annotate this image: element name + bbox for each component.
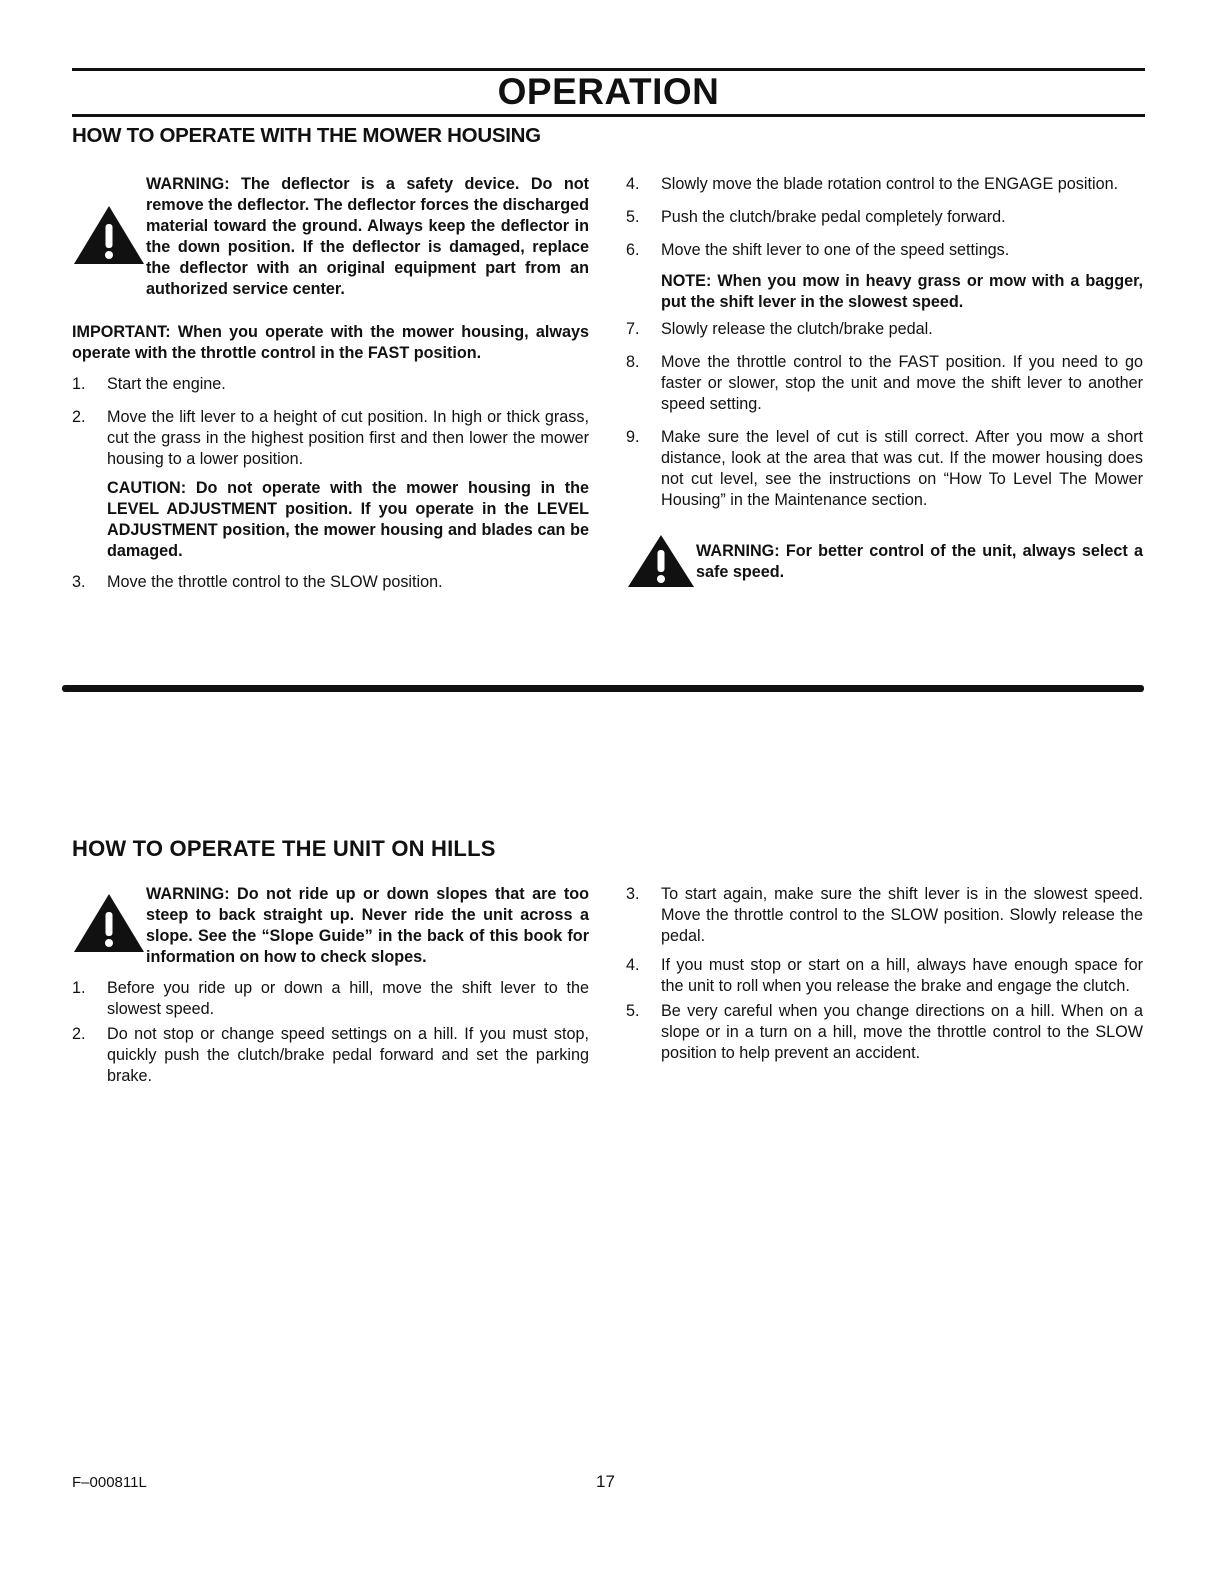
list-item xyxy=(72,978,589,1020)
section-heading-hills: HOW TO OPERATE THE UNIT ON HILLS xyxy=(72,836,496,861)
deflector-warning xyxy=(72,174,589,300)
list-number: 5. xyxy=(626,1002,640,1020)
list-text: To start again, make sure the shift lever is in the slowest speed. Move the throttle control to the SLOW position. Slowly release the pedal. xyxy=(661,885,1143,945)
list-text: Move the shift lever to one of the speed settings. xyxy=(661,241,1010,259)
list-number: 9. xyxy=(626,428,640,446)
warning-triangle-icon xyxy=(626,533,696,589)
list-text: Make sure the level of cut is still correct. After you mow a short distance, look at the area that was cut. If the mower housing does not cut level, see the instructions on “How To Level The Mower Housing” in the Maintenance section. xyxy=(661,428,1143,509)
list-number: 3. xyxy=(626,885,640,903)
list-number: 2. xyxy=(72,1025,86,1043)
list-text: Move the throttle control to the FAST position. If you need to go faster or slower, stop the unit and move the shift lever to another speed setting. xyxy=(661,353,1143,413)
caution-note: CAUTION: Do not operate with the mower housing in the LEVEL ADJUSTMENT position. If you operate in the LEVEL ADJUSTMENT position, the mower housing and blades can be damaged. xyxy=(107,479,589,560)
list-item xyxy=(626,319,1143,340)
list-text: Do not stop or change speed settings on a hill. If you must stop, quickly push the clutch/brake pedal forward and set the parking brake. xyxy=(107,1025,589,1085)
footer-code: F–000811L xyxy=(72,1474,147,1491)
list-item xyxy=(72,374,589,395)
list-item xyxy=(626,427,1143,511)
list-item xyxy=(72,407,589,470)
page-title: OPERATION xyxy=(497,71,720,112)
speed-warning-text: WARNING: For better control of the unit, always select a safe speed. xyxy=(696,542,1143,581)
list-text: Slowly move the blade rotation control to the ENGAGE position. xyxy=(661,175,1119,193)
slope-warning-text: WARNING: Do not ride up or down slopes that are too steep to back straight up. Never ride the unit across a slope. See the “Slope Guide” in the back of this book for information on how to check slopes. xyxy=(146,885,589,966)
list-item xyxy=(626,884,1143,947)
list-text: Be very careful when you change directions on a hill. When on a slope or in a turn on a hill, move the throttle control to the SLOW position to help prevent an accident. xyxy=(661,1002,1143,1062)
list-text: Move the throttle control to the SLOW position. xyxy=(107,573,443,591)
section-heading-mower-housing: HOW TO OPERATE WITH THE MOWER HOUSING xyxy=(72,124,541,147)
list-item xyxy=(72,1024,589,1087)
list-text: Push the clutch/brake pedal completely forward. xyxy=(661,208,1006,226)
page-number: 17 xyxy=(596,1472,615,1491)
section1-right-column xyxy=(626,174,1143,589)
list-text: Start the engine. xyxy=(107,375,226,393)
section1-left-column xyxy=(72,174,589,593)
speed-note: NOTE: When you mow in heavy grass or mow with a bagger, put the shift lever in the slowest speed. xyxy=(661,272,1143,311)
section-divider xyxy=(62,685,1144,692)
list-text: Slowly release the clutch/brake pedal. xyxy=(661,320,933,338)
list-item xyxy=(626,955,1143,997)
title-underline xyxy=(72,114,1145,117)
deflector-warning-text: WARNING: The deflector is a safety device. Do not remove the deflector. The deflector forces the discharged material toward the ground. Always keep the deflector in the down position. If the deflector is damaged, replace the deflector with an original equipment part from an authorized service center. xyxy=(146,175,589,298)
list-item xyxy=(626,174,1143,195)
list-number: 5. xyxy=(626,208,640,226)
list-number: 1. xyxy=(72,979,86,997)
list-number: 1. xyxy=(72,375,86,393)
slope-warning xyxy=(72,884,589,968)
list-number: 6. xyxy=(626,241,640,259)
list-item xyxy=(72,572,589,593)
list-number: 4. xyxy=(626,956,640,974)
list-item xyxy=(626,352,1143,415)
list-number: 2. xyxy=(72,408,86,426)
list-number: 8. xyxy=(626,353,640,371)
warning-triangle-icon xyxy=(72,204,146,266)
warning-triangle-icon xyxy=(72,892,146,954)
list-text: If you must stop or start on a hill, always have enough space for the unit to roll when you release the brake and engage the clutch. xyxy=(661,956,1143,995)
list-number: 7. xyxy=(626,320,640,338)
list-text: Move the lift lever to a height of cut position. In high or thick grass, cut the grass in the highest position first and then lower the mower housing to a lower position. xyxy=(107,408,589,468)
list-number: 3. xyxy=(72,573,86,591)
section2-left-column xyxy=(72,884,589,1087)
list-text: Before you ride up or down a hill, move the shift lever to the slowest speed. xyxy=(107,979,589,1018)
section2-right-column xyxy=(626,884,1143,1064)
list-item xyxy=(626,207,1143,228)
important-note: IMPORTANT: When you operate with the mower housing, always operate with the throttle control in the FAST position. xyxy=(72,323,589,362)
list-item xyxy=(626,240,1143,261)
list-number: 4. xyxy=(626,175,640,193)
speed-warning xyxy=(626,533,1143,589)
list-item xyxy=(626,1001,1143,1064)
